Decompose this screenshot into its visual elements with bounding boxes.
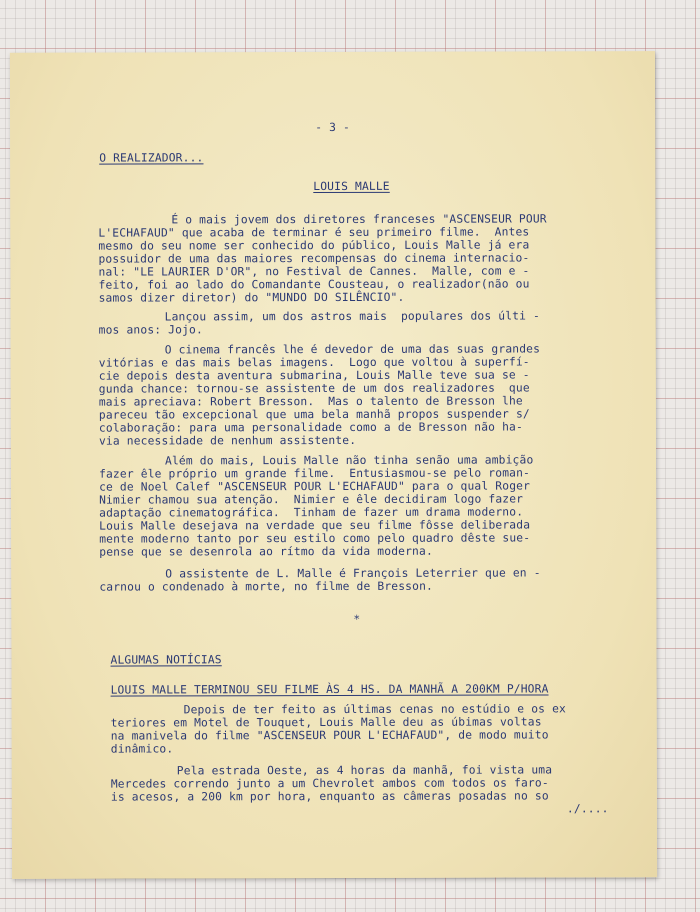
text-line: gunda chance: tornou-se assistente de um dos realizadores que [98,381,530,396]
text-line: Pela estrada Oeste, as 4 horas da manhã, foi vista uma [176,763,553,778]
section-heading: O REALIZADOR... [99,151,204,165]
text-line: carnou o condenado à morte, no filme de Bresson. [99,579,434,594]
text-line: colaboração: para uma personalidade como a de Bresson não ha- [98,420,523,435]
text-line: Louis Malle desejava na verdade que seu filme fôsse deliberada [99,518,531,533]
continuation-mark: ./.... [566,802,609,816]
page-title: LOUIS MALLE [313,179,390,194]
text-line: feito, foi ao lado do Comandante Cousteau, o realizador(não ou [98,277,530,292]
text-line: L'ECHAFAUD" que acaba de terminar é seu primeiro filme. Antes [98,225,530,240]
text-line: dinâmico. [110,742,174,756]
news-subheading: LOUIS MALLE TERMINOU SEU FILME ÀS 4 HS. DA MANHÃ A 200KM P/HORA [110,682,549,697]
text-line: É o mais jovem dos diretores franceses "ASCENSEUR POUR [171,212,547,227]
text-line: mais apreciava: Robert Bresson. Mas o talento de Bresson lhe [98,394,523,409]
text-line: pareceu tão excepcional que uma bela manhã propos suspender s/ [98,407,530,422]
news-heading: ALGUMAS NOTÍCIAS [110,653,222,667]
text-line: possuidor de uma das maiores recompensas do cinema internacio- [98,251,530,266]
text-line: mente moderno tanto por seu estilo como pelo quadro dêste sue- [99,531,531,546]
text-line: via necessidade de nenhum assistente. [98,433,357,448]
text-line: na manivela do filme "ASCENSEUR POUR L'ECHAFAUD", de modo muito [110,728,549,743]
text-line: mesmo do seu nome ser conhecido do público, Louis Malle já era [98,238,530,253]
text-line: pense que se desenrola ao rítmo da vida moderna. [99,544,433,559]
text-line: samos dizer diretor) do "MUNDO DO SILÊNCIO". [98,290,405,305]
text-line: nal: "LE LAURIER D'OR", no Festival de Cannes. Malle, com e - [98,264,530,279]
separator-asterisk: * [353,612,361,626]
text-line: Nimier chamou sua atenção. Nimier e êle decidiram logo fazer [99,492,524,507]
text-line: Mercedes correndo junto a um Chevrolet ambos com todos os faro- [110,776,549,791]
text-line: cie depois desta aventura submarina, Louis Malle teve sua se - [98,368,530,383]
text-line: Lançou assim, um dos astros mais populares dos últi - [164,309,541,324]
typewritten-page [10,51,657,879]
text-line: teriores em Motel de Touquet, Louis Malle deu as úbimas voltas [110,715,542,730]
text-line: O cinema francês lhe é devedor de uma das suas grandes [164,342,541,357]
text-line: fazer êle próprio um grande filme. Entusiasmou-se pelo roman- [99,466,531,481]
text-line: O assistente de L. Malle é François Leterrier que en - [165,566,541,581]
page-number: - 3 - [315,120,351,135]
text-line: mos anos: Jojo. [98,323,203,337]
text-line: adaptação cinematográfica. Tinham de fazer um drama moderno. [99,505,524,520]
text-line: ce de Noel Calef "ASCENSEUR POUR L'ECHAFAUD" para o qual Roger [99,479,531,494]
text-line: Além do mais, Louis Malle não tinha senão uma ambição [164,453,534,468]
text-line: is acesos, a 200 km por hora, enquanto as câmeras posadas no so [110,789,549,804]
text-line: vitórias e das mais belas imagens. Logo que voltou à superfí- [98,355,530,370]
text-line: Depois de ter feito as últimas cenas no estúdio e os ex [183,702,566,717]
